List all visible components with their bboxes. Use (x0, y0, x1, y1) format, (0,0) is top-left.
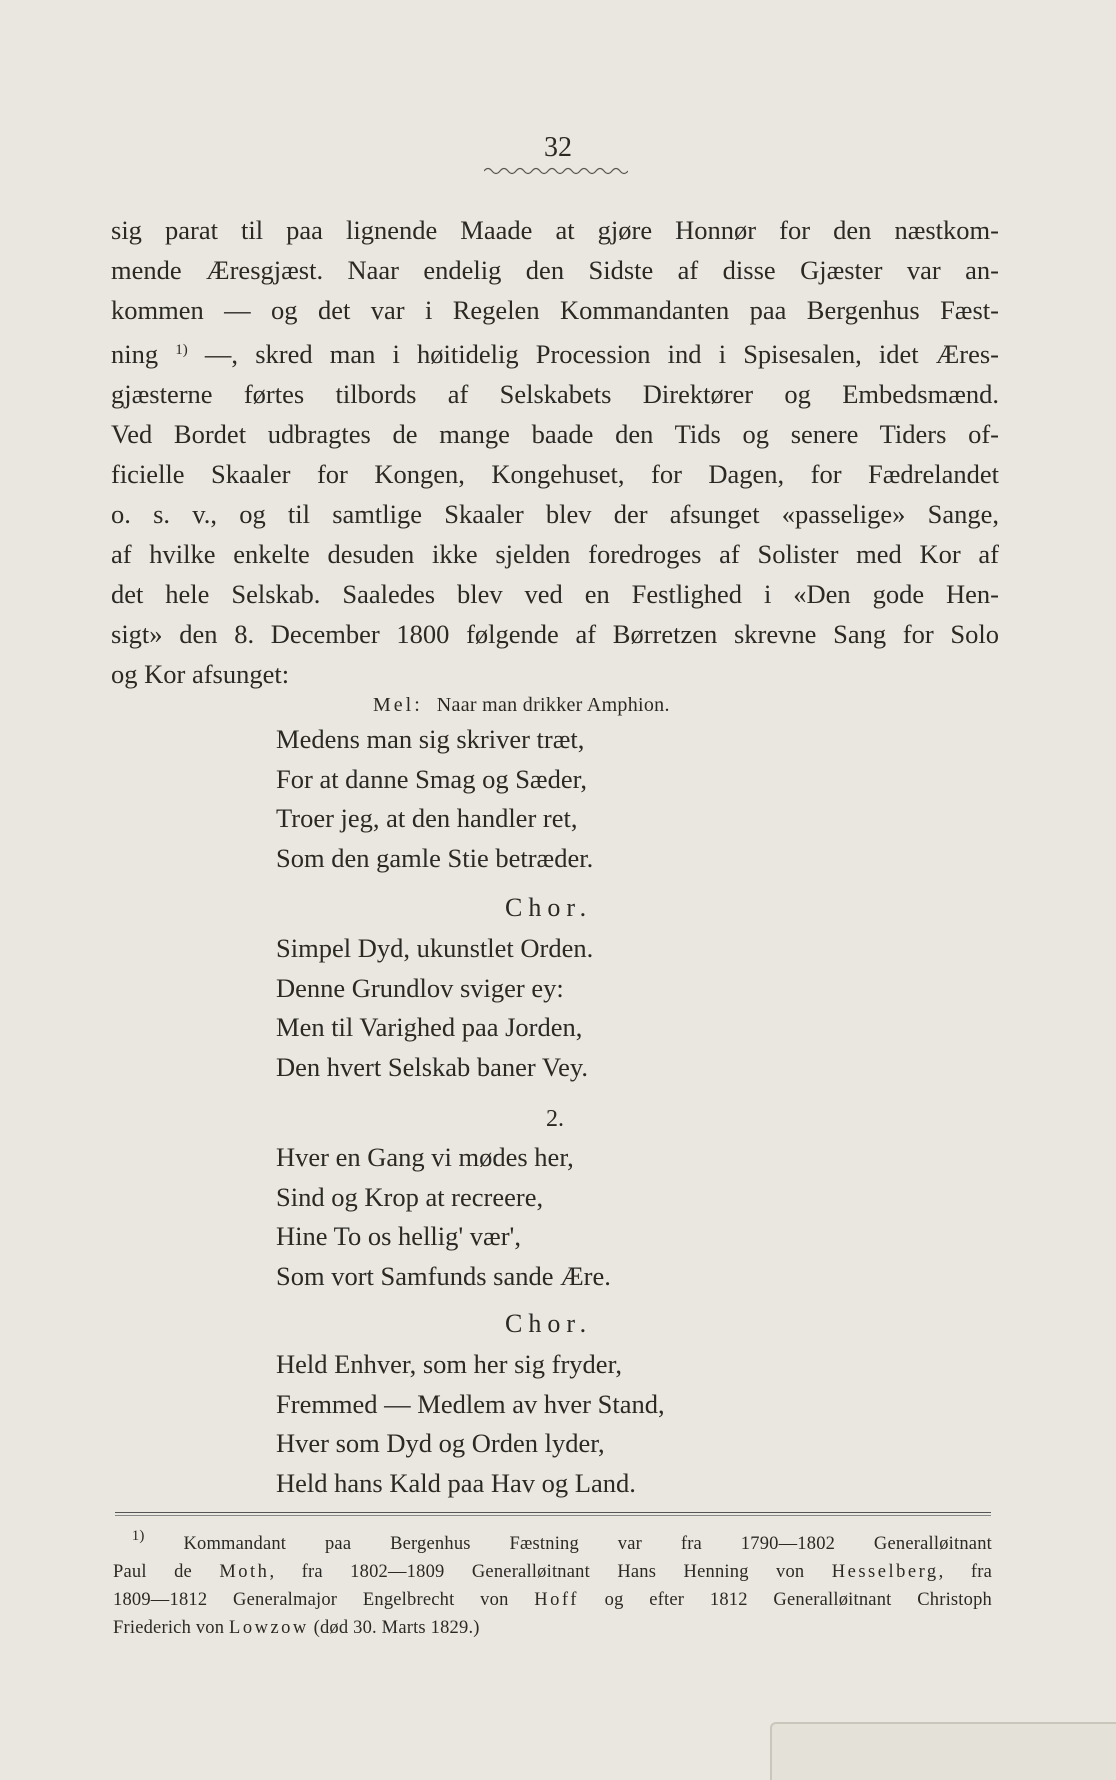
melody-label: Mel: (373, 694, 423, 716)
chorus-line: Denne Grundlov sviger ey: (276, 972, 564, 1003)
footnote-line (113, 1614, 992, 1642)
chorus-line: Simpel Dyd, ukunstlet Orden. (276, 933, 594, 963)
footnote-divider (115, 1512, 991, 1516)
footnote-text: og efter 1812 Generalløitnant Christoph (578, 1590, 993, 1610)
body-line: det hele Selskab. Saaledes blev ved en Festlighed i «Den gode Hen- (111, 579, 999, 609)
footnote-name: Lowzow (229, 1618, 309, 1638)
footnote-marker: 1) (131, 1528, 145, 1544)
body-line (111, 330, 999, 374)
body-line: sigt» den 8. December 1800 følgende af Børretzen skrevne Sang for Solo (111, 619, 999, 649)
verse-line: Som vort Samfunds sande Ære. (276, 1260, 611, 1291)
footnote-reference: 1) (175, 342, 188, 358)
body-line-start: ning (111, 339, 159, 369)
verse-line: For at danne Smag og Sæder, (276, 763, 588, 794)
footnote-text: 1809—1812 Generalmajor Engelbrecht von (113, 1590, 535, 1610)
verse-line: Sind og Krop at recreere, (276, 1181, 544, 1212)
footnote-line (113, 1558, 992, 1586)
chorus-line: Fremmed — Medlem av hver Stand, (276, 1388, 665, 1419)
verse-number: 2. (546, 1106, 564, 1132)
footnote-text: (død 30. Marts 1829.) (308, 1618, 480, 1638)
verse-line: Medens man sig skriver træt, (276, 724, 585, 754)
page-corner-shadow (770, 1722, 1116, 1780)
page-number: 32 (544, 132, 572, 163)
footnote-text: Paul de (113, 1562, 220, 1582)
body-line: sig parat til paa lignende Maade at gjøre Honnør for den næstkom- (111, 215, 999, 245)
chorus-1-heading: Chor. (505, 893, 593, 922)
footnote-line (113, 1522, 992, 1558)
chorus-line: Men til Varighed paa Jorden, (276, 1012, 583, 1042)
footnote-name: Moth (219, 1562, 270, 1582)
body-paragraph (111, 210, 999, 694)
chorus-2-heading: Chor. (505, 1309, 593, 1338)
melody-indication (373, 692, 670, 718)
footnote-text: , fra 1802—1809 Generalløitnant Hans Henning von (269, 1562, 832, 1582)
verse-1 (276, 720, 593, 878)
chorus-line: Held Enhver, som her sig fryder, (276, 1349, 622, 1379)
chorus-1 (276, 929, 593, 1087)
body-line: af hvilke enkelte desuden ikke sjelden foredroges af Solister med Kor af (111, 539, 999, 569)
body-line: og Kor afsunget: (111, 659, 290, 689)
decorative-wave-ornament (484, 166, 628, 176)
chorus-2 (276, 1345, 665, 1503)
body-line: mende Æresgjæst. Naar endelig den Sidste af disse Gjæster var an- (111, 255, 999, 285)
footnote-name: Hoff (534, 1590, 579, 1610)
body-line: Ved Bordet udbragtes de mange baade den Tids og senere Tiders of- (111, 419, 999, 449)
chorus-line: Hver som Dyd og Orden lyder, (276, 1428, 605, 1458)
verse-line: Hver en Gang vi mødes her, (276, 1142, 574, 1172)
footnote-text: Friederich von (113, 1618, 230, 1638)
melody-title: Naar man drikker Amphion. (436, 694, 670, 716)
verse-2 (276, 1138, 611, 1296)
footnote-name: Hesselberg (831, 1562, 939, 1582)
footnote (113, 1522, 992, 1642)
body-line: o. s. v., og til samtlige Skaaler blev der afsunget «passelige» Sange, (111, 499, 999, 529)
footnote-text: Kommandant paa Bergenhus Fæstning var fra 1790—1802 Generalløitnant (144, 1534, 992, 1554)
chorus-line: Den hvert Selskab baner Vey. (276, 1051, 589, 1082)
body-line: gjæsterne førtes tilbords af Selskabets Direktører og Embedsmænd. (111, 379, 999, 409)
footnote-line (113, 1586, 992, 1614)
verse-line: Troer jeg, at den handler ret, (276, 803, 578, 833)
chorus-line: Held hans Kald paa Hav og Land. (276, 1467, 636, 1498)
body-line-rest: —, skred man i høitidelig Procession ind i Spisesalen, idet Æres- (187, 339, 1000, 369)
body-line: kommen — og det var i Regelen Kommandanten paa Bergenhus Fæst- (111, 295, 999, 325)
body-line: ficielle Skaaler for Kongen, Kongehuset, for Dagen, for Fædrelandet (111, 459, 999, 489)
verse-line: Som den gamle Stie betræder. (276, 842, 594, 873)
verse-line: Hine To os hellig' vær', (276, 1221, 521, 1251)
footnote-text: , fra (938, 1562, 992, 1582)
